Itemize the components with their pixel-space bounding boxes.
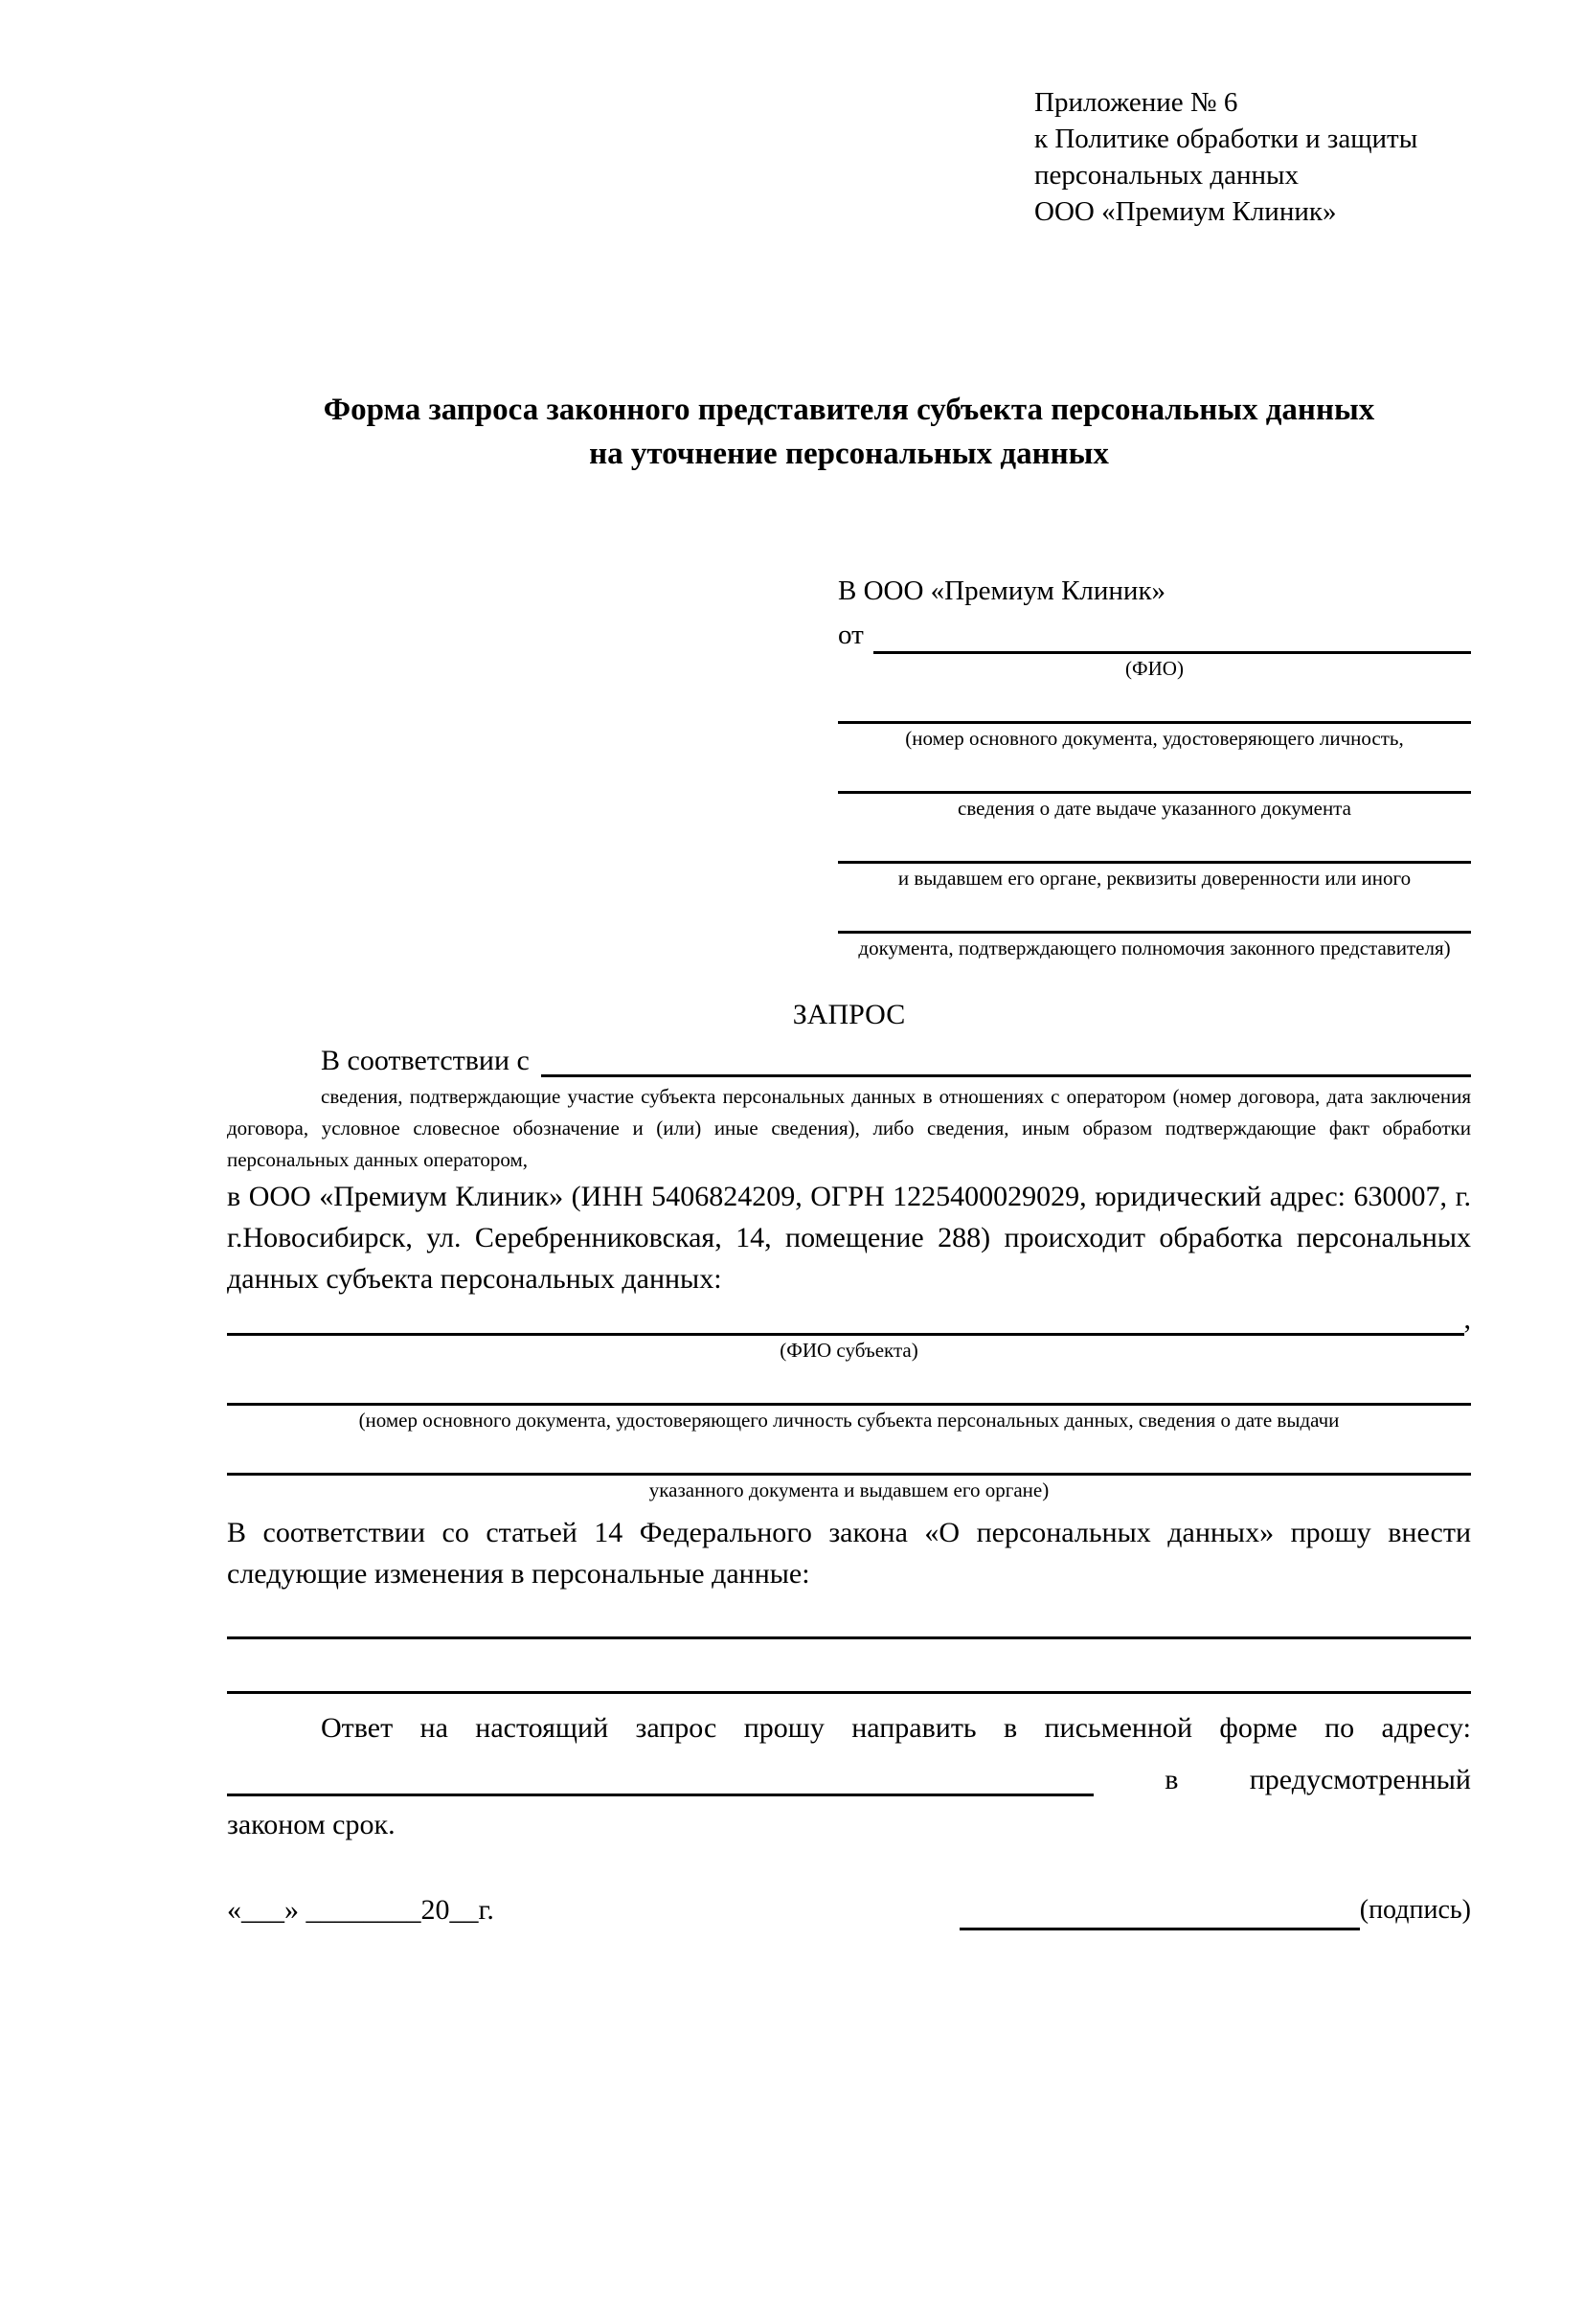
basis-field-row [227, 1035, 1471, 1077]
form-title [227, 388, 1471, 476]
from-field-row [838, 610, 1471, 654]
subject-fio-caption: (ФИО субъекта) [780, 1339, 918, 1362]
doc-number-caption: (номер основного документа, удостоверяющего личность, [905, 727, 1404, 750]
blank-field-line [838, 768, 1471, 794]
document-page [0, 84, 1584, 2324]
answer-paragraph: Ответ на настоящий запрос прошу направить в письменной форме по адресу: [321, 1712, 1471, 1744]
law-paragraph: В соответствии со статьей 14 Федерального закона «О персональных данных» прошу внести следующие изменения в персональные данные: [227, 1517, 1471, 1590]
from-label: от [838, 620, 864, 650]
appendix-policy-line2: персональных данных [1034, 160, 1300, 191]
addressee-to: В ООО «Премиум Клиник» [838, 575, 1166, 606]
trailing-comma: , [1463, 1303, 1471, 1335]
date-signature-row [227, 1889, 1471, 1930]
addressee-block [838, 572, 1471, 962]
doc-issuer-caption: и выдавшем его органе, реквизиты доверенности или иного [897, 867, 1412, 890]
address-blank-line [227, 1794, 1094, 1796]
form-title-line2: на уточнение персональных данных [589, 437, 1109, 471]
blank-field-line [838, 908, 1471, 934]
answer-word-in: в [1165, 1764, 1179, 1795]
doc-date-caption: сведения о дате выдаче указанного документа [958, 797, 1351, 820]
doc-issuer-field [838, 838, 1471, 892]
subject-doc-field2 [227, 1448, 1471, 1504]
subject-doc-caption: (номер основного документа, удостоверяющего личность субъекта персональных данных, сведения о дате выдачи [358, 1409, 1340, 1432]
blank-field-line [838, 838, 1471, 864]
request-body [227, 995, 1471, 1930]
blank-field-line [227, 1378, 1471, 1406]
signature-blank-line [960, 1893, 1360, 1930]
basis-blank-line [541, 1074, 1471, 1077]
date-template: «___» ________20__г. [227, 1894, 494, 1926]
form-title-line1: Форма запроса законного представителя субъекта персональных данных [323, 393, 1375, 427]
subject-fio-field-row [227, 1299, 1471, 1336]
blank-field-line [227, 1448, 1471, 1476]
answer-paragraph-end: законом срок. [227, 1809, 396, 1840]
request-heading: ЗАПРОС [792, 999, 906, 1030]
doc-date-field [838, 768, 1471, 823]
signature-caption: (подпись) [1359, 1895, 1471, 1925]
subject-doc-caption2: указанного документа и выдавшем его органе) [648, 1478, 1050, 1501]
appendix-company: ООО «Премиум Клиник» [1034, 196, 1337, 227]
answer-word-stipulated: предусмотренный [1249, 1764, 1471, 1795]
basis-prefix: В соответствии с [321, 1045, 530, 1076]
doc-authority-field [838, 908, 1471, 962]
fio-caption: (ФИО) [1125, 657, 1184, 680]
appendix-policy-line: к Политике обработки и защиты [1034, 124, 1418, 154]
doc-number-field [838, 698, 1471, 753]
address-field-row [227, 1749, 1471, 1796]
basis-explanation-note: сведения, подтверждающие участие субъекта персональных данных в отношениях с оператором (номер договора, дата заключения договора, условное словесное обозначение и (или) иные сведения), либо сведения, иным образом подтверждающие факт обработки персональных данных оператором, [227, 1085, 1471, 1171]
doc-authority-caption: документа, подтверждающего полномочия законного представителя) [858, 936, 1451, 959]
blank-field-line [838, 698, 1471, 724]
changes-blank-line-1 [227, 1594, 1471, 1639]
appendix-number: Приложение № 6 [1034, 87, 1238, 118]
subject-doc-field [227, 1378, 1471, 1434]
appendix-header [1034, 84, 1584, 230]
changes-blank-line-2 [227, 1639, 1471, 1694]
signature-field [960, 1889, 1471, 1930]
operator-paragraph: в ООО «Премиум Клиник» (ИНН 5406824209, ОГРН 1225400029029, юридический адрес: 630007, г. г.Новосибирск, ул. Серебренниковская, 14, помещение 288) происходит обработка персональных данных субъекта персональных данных: [227, 1181, 1471, 1295]
